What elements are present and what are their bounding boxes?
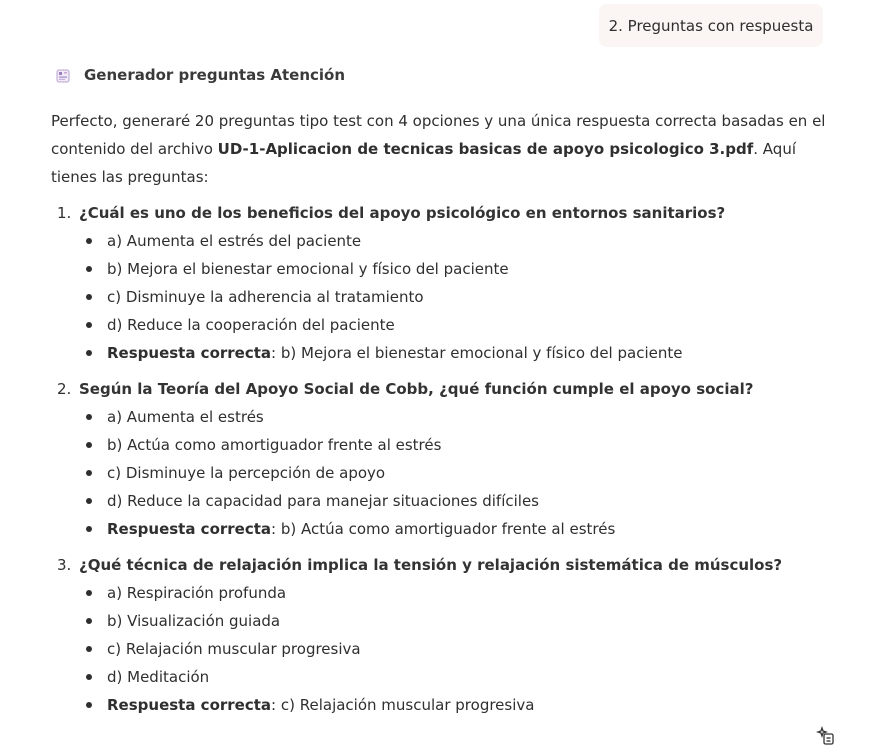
option-item: d) Reduce la capacidad para manejar situaciones difíciles (79, 487, 841, 515)
option-item: d) Reduce la cooperación del paciente (79, 311, 841, 339)
intro-paragraph (51, 107, 841, 191)
option-item: c) Disminuye la adherencia al tratamiento (79, 283, 841, 311)
intro-text-after: . Aquí tienes las preguntas: (51, 140, 796, 186)
option-item: b) Visualización guiada (79, 607, 841, 635)
assistant-header (55, 66, 345, 84)
question-number: 3. (57, 556, 72, 574)
question-item (51, 199, 841, 367)
user-message-bubble (599, 4, 823, 47)
answer-item (79, 339, 841, 367)
question-text: ¿Cuál es uno de los beneficios del apoyo psicológico en entornos sanitarios? (79, 204, 726, 222)
assistant-avatar-icon (56, 68, 70, 82)
option-list (79, 579, 841, 719)
option-item: b) Actúa como amortiguador frente al estrés (79, 431, 841, 459)
assistant-message (51, 107, 841, 727)
option-item: d) Meditación (79, 663, 841, 691)
answer-item (79, 515, 841, 543)
question-item (51, 551, 841, 719)
answer-text: : c) Relajación muscular progresiva (271, 696, 535, 714)
answer-item (79, 691, 841, 719)
option-list (79, 227, 841, 367)
option-item: a) Aumenta el estrés del paciente (79, 227, 841, 255)
question-list (51, 199, 841, 719)
option-item: c) Disminuye la percepción de apoyo (79, 459, 841, 487)
option-item: a) Aumenta el estrés (79, 403, 841, 431)
intro-text-before: Perfecto, generaré 20 preguntas tipo test con 4 opciones y una única respuesta correcta basadas en el contenido del archivo (51, 112, 826, 158)
intro-file-name: UD-1-Aplicacion de tecnicas basicas de apoyo psicologico 3.pdf (217, 140, 754, 158)
assistant-name: Generador preguntas Atención (84, 66, 346, 84)
answer-label: Respuesta correcta (107, 520, 272, 538)
option-list (79, 403, 841, 543)
question-text: ¿Qué técnica de relajación implica la tensión y relajación sistemática de músculos? (79, 556, 783, 574)
option-item: c) Relajación muscular progresiva (79, 635, 841, 663)
option-item: a) Respiración profunda (79, 579, 841, 607)
sparkle-note-icon[interactable] (816, 726, 836, 746)
answer-label: Respuesta correcta (107, 344, 272, 362)
question-number: 2. (57, 380, 72, 398)
user-message-text: 2. Preguntas con respuesta (608, 16, 814, 35)
question-item (51, 375, 841, 543)
option-item: b) Mejora el bienestar emocional y físico del paciente (79, 255, 841, 283)
question-text: Según la Teoría del Apoyo Social de Cobb, ¿qué función cumple el apoyo social? (79, 380, 754, 398)
answer-text: : b) Actúa como amortiguador frente al estrés (271, 520, 616, 538)
answer-label: Respuesta correcta (107, 696, 272, 714)
question-number: 1. (57, 204, 72, 222)
answer-text: : b) Mejora el bienestar emocional y físico del paciente (271, 344, 683, 362)
